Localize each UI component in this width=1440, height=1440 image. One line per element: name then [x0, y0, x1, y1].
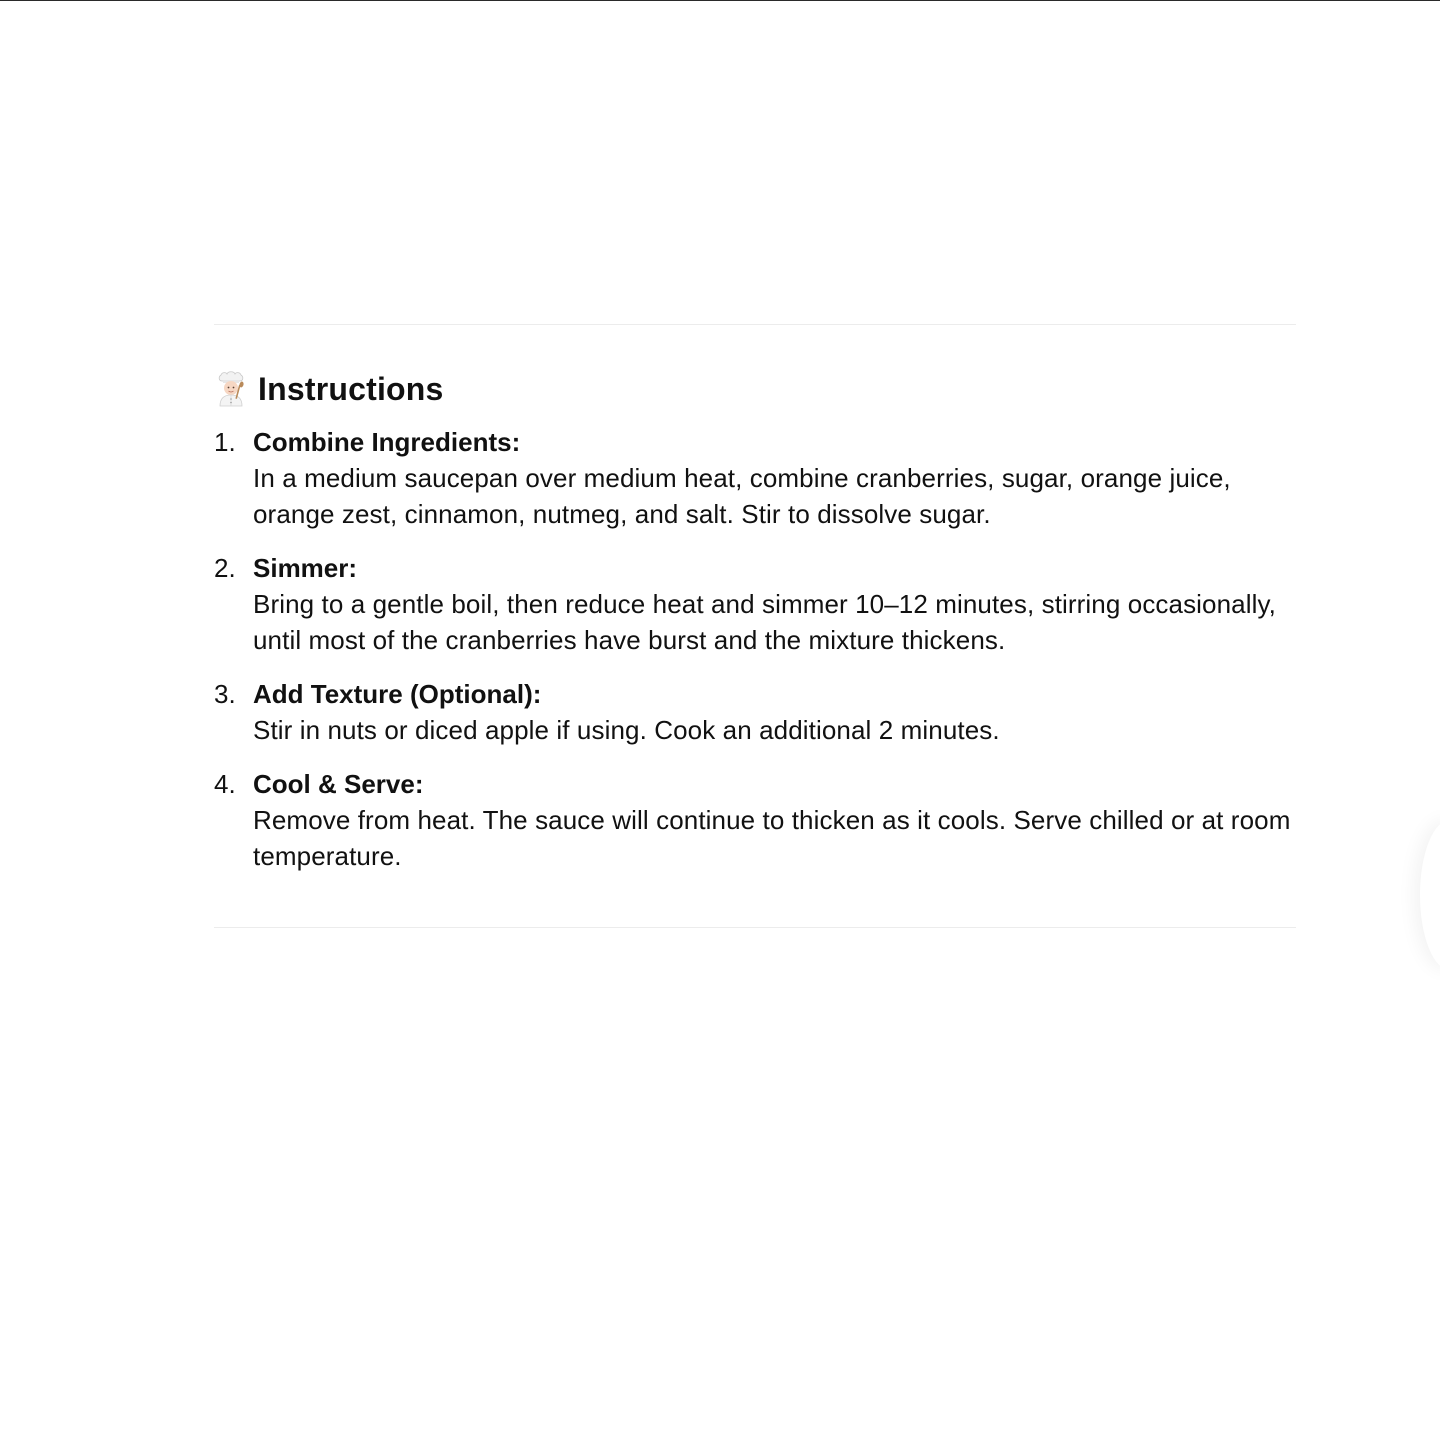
list-item — [214, 424, 1304, 532]
step-text: In a medium saucepan over medium heat, combine cranberries, sugar, orange juice, orange zest, cinnamon, nutmeg, and salt. Stir to dissolve sugar. — [253, 463, 1231, 529]
step-body — [253, 550, 1304, 658]
step-text: Bring to a gentle boil, then reduce heat and simmer 10–12 minutes, stirring occasionally, until most of the cranberries have burst and the mixture thickens. — [253, 589, 1276, 655]
chef-icon — [214, 371, 248, 407]
step-body — [253, 766, 1304, 874]
step-number: 4. — [214, 769, 236, 799]
list-item — [214, 766, 1304, 874]
divider-bottom — [214, 927, 1296, 928]
step-number: 2. — [214, 553, 236, 583]
step-title: Simmer: — [253, 553, 358, 583]
list-item — [214, 550, 1304, 658]
instructions-section — [214, 366, 1304, 892]
divider-top — [214, 324, 1296, 325]
step-body — [253, 424, 1304, 532]
step-body — [253, 676, 1304, 748]
step-number: 3. — [214, 679, 236, 709]
step-title: Cool & Serve: — [253, 769, 424, 799]
edge-shadow — [1420, 820, 1440, 970]
page-title: Instructions — [258, 370, 444, 407]
step-title: Combine Ingredients: — [253, 427, 521, 457]
instruction-steps — [214, 424, 1304, 874]
step-text: Remove from heat. The sauce will continue to thicken as it cools. Serve chilled or at room temperature. — [253, 805, 1291, 871]
top-border — [0, 0, 1440, 1]
step-text: Stir in nuts or diced apple if using. Cook an additional 2 minutes. — [253, 715, 1000, 745]
step-title: Add Texture (Optional): — [253, 679, 542, 709]
section-heading — [214, 366, 1304, 412]
list-item — [214, 676, 1304, 748]
step-number: 1. — [214, 427, 236, 457]
